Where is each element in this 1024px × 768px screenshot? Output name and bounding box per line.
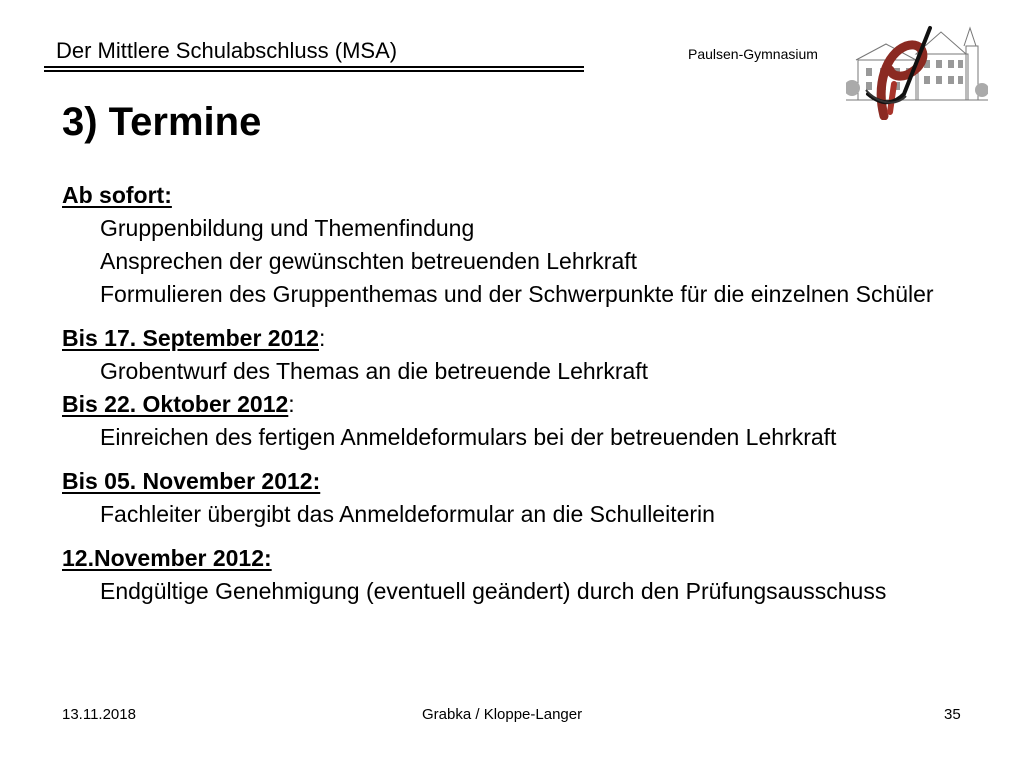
- section-heading-text: Bis 17. September 2012: [62, 325, 319, 351]
- school-name: Paulsen-Gymnasium: [688, 46, 818, 62]
- section-heading-17-september: [62, 325, 942, 351]
- slide-title: 3) Termine: [62, 100, 262, 144]
- list-item: Formulieren des Gruppenthemas und der Schwerpunkte für die einzelnen Schüler: [100, 281, 934, 307]
- section-heading-05-november: [62, 468, 942, 494]
- list-item: Einreichen des fertigen Anmeldeformulars bei der betreuenden Lehrkraft: [100, 424, 837, 450]
- header-rule: [44, 66, 584, 72]
- list-item: Gruppenbildung und Themenfindung: [100, 215, 475, 241]
- header-title: Der Mittlere Schulabschluss (MSA): [56, 38, 398, 63]
- section-heading-text: Bis 22. Oktober 2012: [62, 391, 289, 417]
- list-item: Grobentwurf des Themas an die betreuende Lehrkraft: [100, 358, 649, 384]
- section-heading-text: 12.November 2012:: [62, 545, 272, 571]
- section-heading-suffix: :: [318, 325, 326, 351]
- section-heading-12-november: [62, 545, 942, 571]
- list-item: Ansprechen der gewünschten betreuenden Lehrkraft: [100, 248, 638, 274]
- section-heading-22-oktober: [62, 391, 942, 417]
- section-heading-text: Ab sofort:: [62, 182, 172, 208]
- footer-date: 13.11.2018: [62, 706, 136, 723]
- footer-author: Grabka / Kloppe-Langer: [422, 706, 583, 723]
- section-heading-suffix: :: [288, 391, 295, 417]
- list-item: Endgültige Genehmigung (eventuell geändert) durch den Prüfungsausschuss: [100, 578, 887, 604]
- section-heading-text: Bis 05. November 2012:: [62, 468, 321, 494]
- school-building-logo-icon: [846, 24, 988, 120]
- section-heading-ab-sofort: [62, 182, 942, 208]
- page-number: 35: [944, 706, 961, 723]
- list-item: Fachleiter übergibt das Anmeldeformular an die Schulleiterin: [100, 501, 715, 527]
- schedule-content: [62, 182, 942, 604]
